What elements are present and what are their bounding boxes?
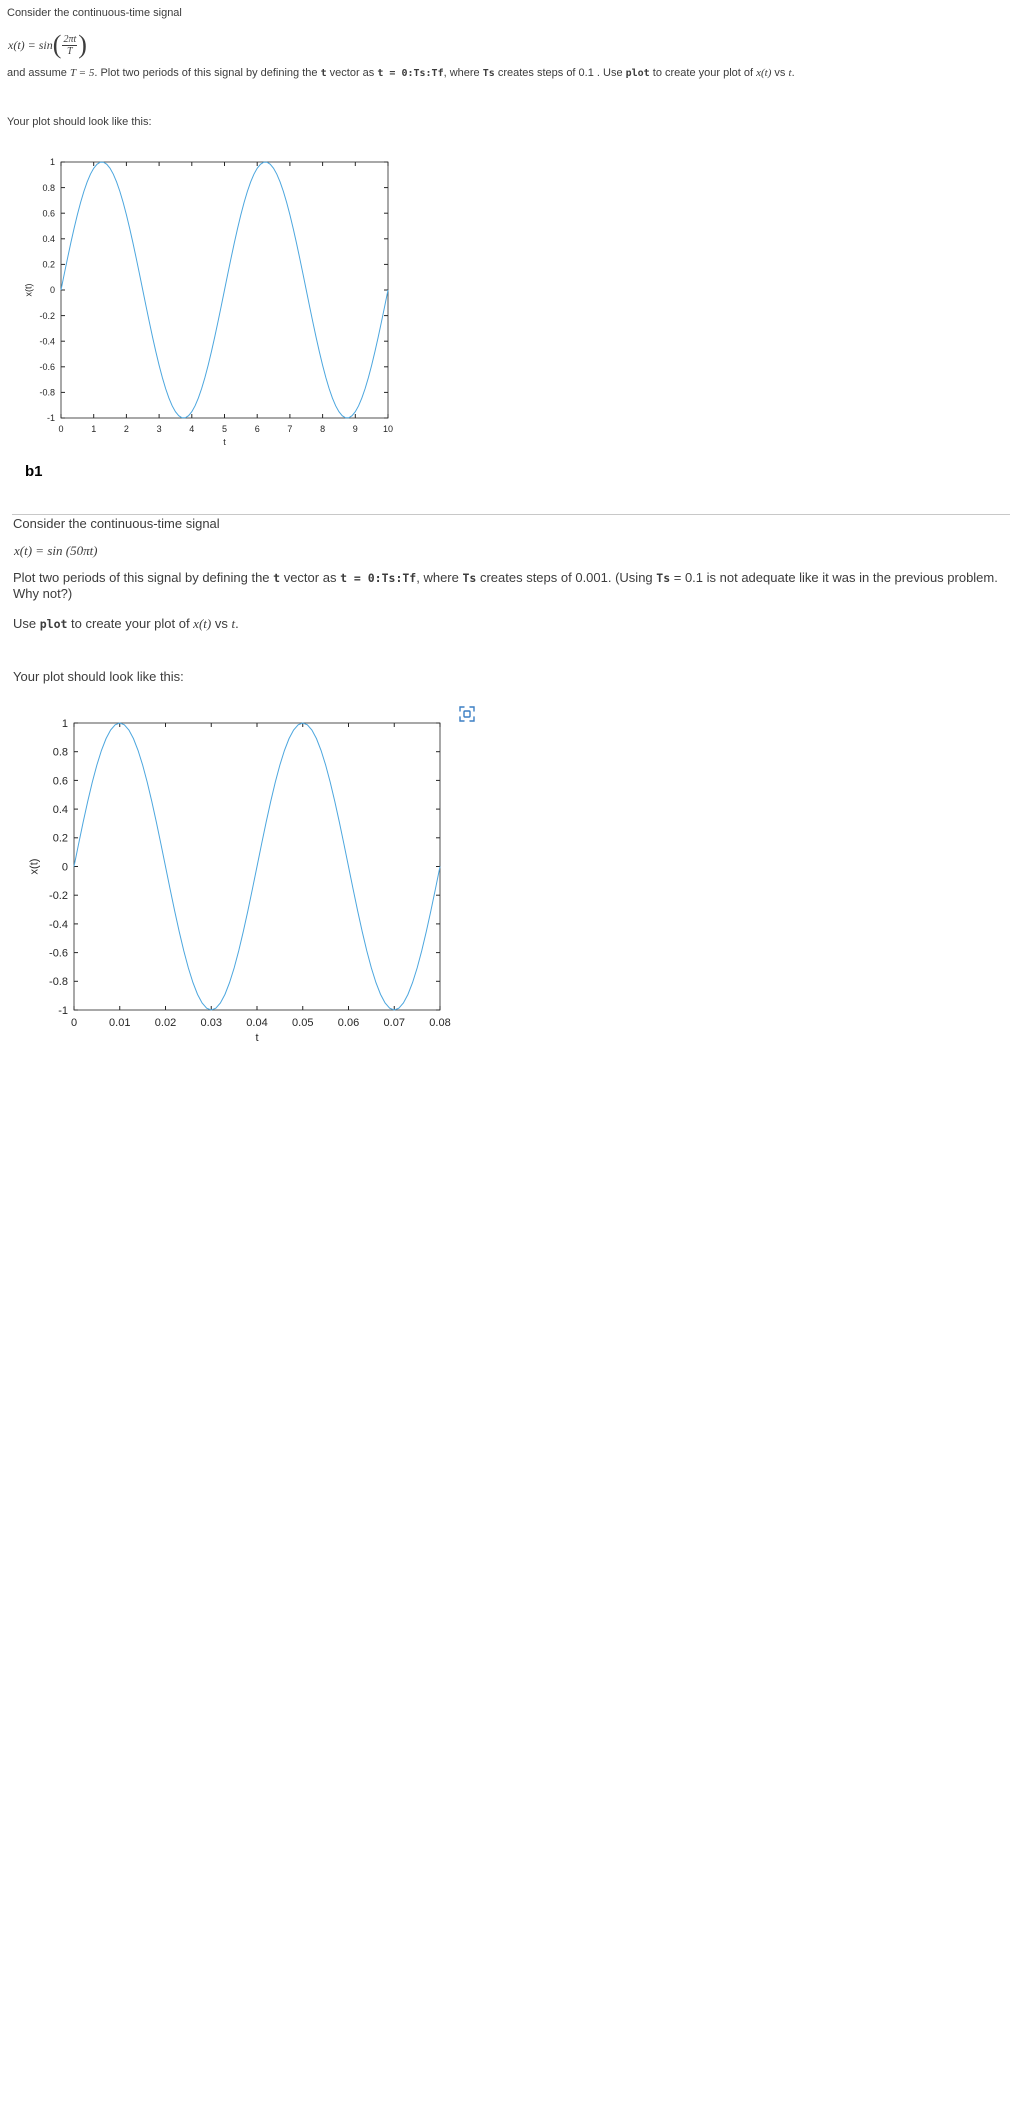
- section2-instructions: [13, 570, 998, 602]
- x-tick-label: 9: [352, 424, 358, 434]
- inline-code: plot: [625, 68, 650, 79]
- text-run: .: [235, 616, 239, 631]
- equation-fraction: [62, 34, 77, 57]
- y-tick-label: 0.6: [42, 208, 55, 219]
- y-axis-label: x(t): [28, 858, 41, 875]
- text-run: vector as: [326, 67, 378, 79]
- y-tick-label: -0.6: [49, 947, 68, 960]
- y-tick-label: 0: [61, 861, 68, 874]
- x-axis-label: t: [255, 1032, 259, 1044]
- text-run: creates steps of 0.001. (Using: [476, 570, 657, 585]
- section-divider: [12, 514, 1010, 515]
- inline-math: t: [231, 616, 236, 631]
- x-tick-label: 2: [123, 424, 129, 434]
- text-run: .: [791, 67, 795, 79]
- x-tick-label: 0.04: [246, 1017, 268, 1029]
- section1-intro: Consider the continuous-time signal: [7, 7, 182, 19]
- x-tick-label: 0.01: [109, 1017, 131, 1029]
- inline-code: t = 0:Ts:Tf: [377, 68, 444, 79]
- y-axis-label: x(t): [23, 283, 34, 297]
- inline-code: t: [320, 68, 327, 79]
- x-tick-label: 0.05: [292, 1017, 314, 1029]
- y-tick-label: -0.8: [39, 387, 55, 398]
- y-tick-label: -0.6: [39, 361, 55, 372]
- text-run: vector as: [280, 570, 341, 585]
- inline-code: plot: [39, 617, 68, 631]
- y-tick-label: -0.2: [39, 310, 55, 321]
- x-tick-label: 0.08: [429, 1017, 451, 1029]
- y-tick-label: 0.4: [42, 233, 55, 244]
- y-tick-label: 0.4: [52, 803, 68, 816]
- y-tick-label: 0.8: [42, 182, 55, 193]
- section2-chart: [0, 705, 470, 1055]
- x-tick-label: 6: [254, 424, 260, 434]
- section1-plot-caption: Your plot should look like this:: [7, 116, 152, 128]
- y-tick-label: -0.8: [49, 976, 68, 989]
- text-run: vs: [771, 67, 789, 79]
- inline-code: Ts: [482, 68, 495, 79]
- y-tick-label: -0.4: [39, 336, 55, 347]
- x-tick-label: 4: [189, 424, 195, 434]
- inline-math: t: [788, 67, 792, 79]
- inline-math: x(t): [756, 67, 772, 79]
- x-tick-label: 1: [91, 424, 97, 434]
- y-tick-label: 0: [49, 285, 55, 296]
- y-tick-label: 0.6: [52, 775, 68, 788]
- text-run: , where: [443, 67, 483, 79]
- y-tick-label: 0.2: [52, 832, 68, 845]
- text-run: creates steps of 0.1 . Use: [494, 67, 626, 79]
- x-tick-label: 0.06: [337, 1017, 360, 1029]
- b1-heading: b1: [25, 463, 43, 480]
- y-tick-label: -0.4: [49, 918, 68, 931]
- section2-equation: x(t) = sin (50πt): [14, 543, 98, 558]
- section2-intro: Consider the continuous-time signal: [13, 516, 220, 531]
- x-tick-label: 3: [156, 424, 162, 434]
- y-tick-label: 0.8: [52, 746, 68, 759]
- text-run: , where: [416, 570, 463, 585]
- inline-code: t: [273, 571, 281, 585]
- left-paren: (: [52, 30, 62, 59]
- y-tick-label: 1: [49, 157, 55, 168]
- text-run: to create your plot of: [67, 616, 194, 631]
- inline-math: T = 5: [69, 67, 95, 79]
- x-tick-label: 0.07: [383, 1017, 405, 1029]
- x-tick-label: 0.03: [200, 1017, 222, 1029]
- y-tick-label: -1: [58, 1004, 68, 1017]
- inline-code: Ts: [656, 571, 671, 585]
- section2-use-plot: [13, 616, 239, 632]
- x-tick-label: 8: [320, 424, 326, 434]
- text-run: = 0.1 is not adequate like it was in the previous problem. Why not?): [13, 570, 998, 601]
- fraction-denominator: T: [67, 45, 73, 57]
- x-axis-label: t: [223, 437, 226, 447]
- text-run: Plot two periods of this signal by defining the: [13, 570, 274, 585]
- y-tick-label: 1: [61, 717, 68, 730]
- y-tick-label: -0.2: [49, 890, 68, 903]
- text-run: to create your plot of: [649, 67, 757, 79]
- x-tick-label: 0: [58, 424, 64, 434]
- x-tick-label: 0.02: [154, 1017, 177, 1029]
- section2-plot-caption: Your plot should look like this:: [13, 669, 184, 684]
- x-tick-label: 0: [70, 1017, 78, 1029]
- inline-math: x(t): [193, 616, 212, 631]
- section1-instructions: [7, 67, 795, 79]
- text-run: Use: [13, 616, 40, 631]
- text-run: and assume: [7, 67, 70, 79]
- section1-chart: [0, 150, 420, 460]
- x-tick-label: 7: [287, 424, 293, 434]
- inline-code: t = 0:Ts:Tf: [340, 571, 417, 585]
- text-run: . Plot two periods of this signal by defining the: [94, 67, 321, 79]
- section1-equation: [8, 32, 87, 58]
- x-tick-label: 5: [221, 424, 228, 434]
- right-paren: ): [78, 30, 87, 59]
- equation-lhs: x(t) = sin: [8, 37, 53, 52]
- x-tick-label: 10: [382, 424, 394, 434]
- fraction-numerator: 2πt: [63, 33, 77, 45]
- y-tick-label: -1: [46, 413, 55, 424]
- inline-code: Ts: [462, 571, 477, 585]
- y-tick-label: 0.2: [42, 259, 55, 270]
- text-run: vs: [211, 616, 232, 631]
